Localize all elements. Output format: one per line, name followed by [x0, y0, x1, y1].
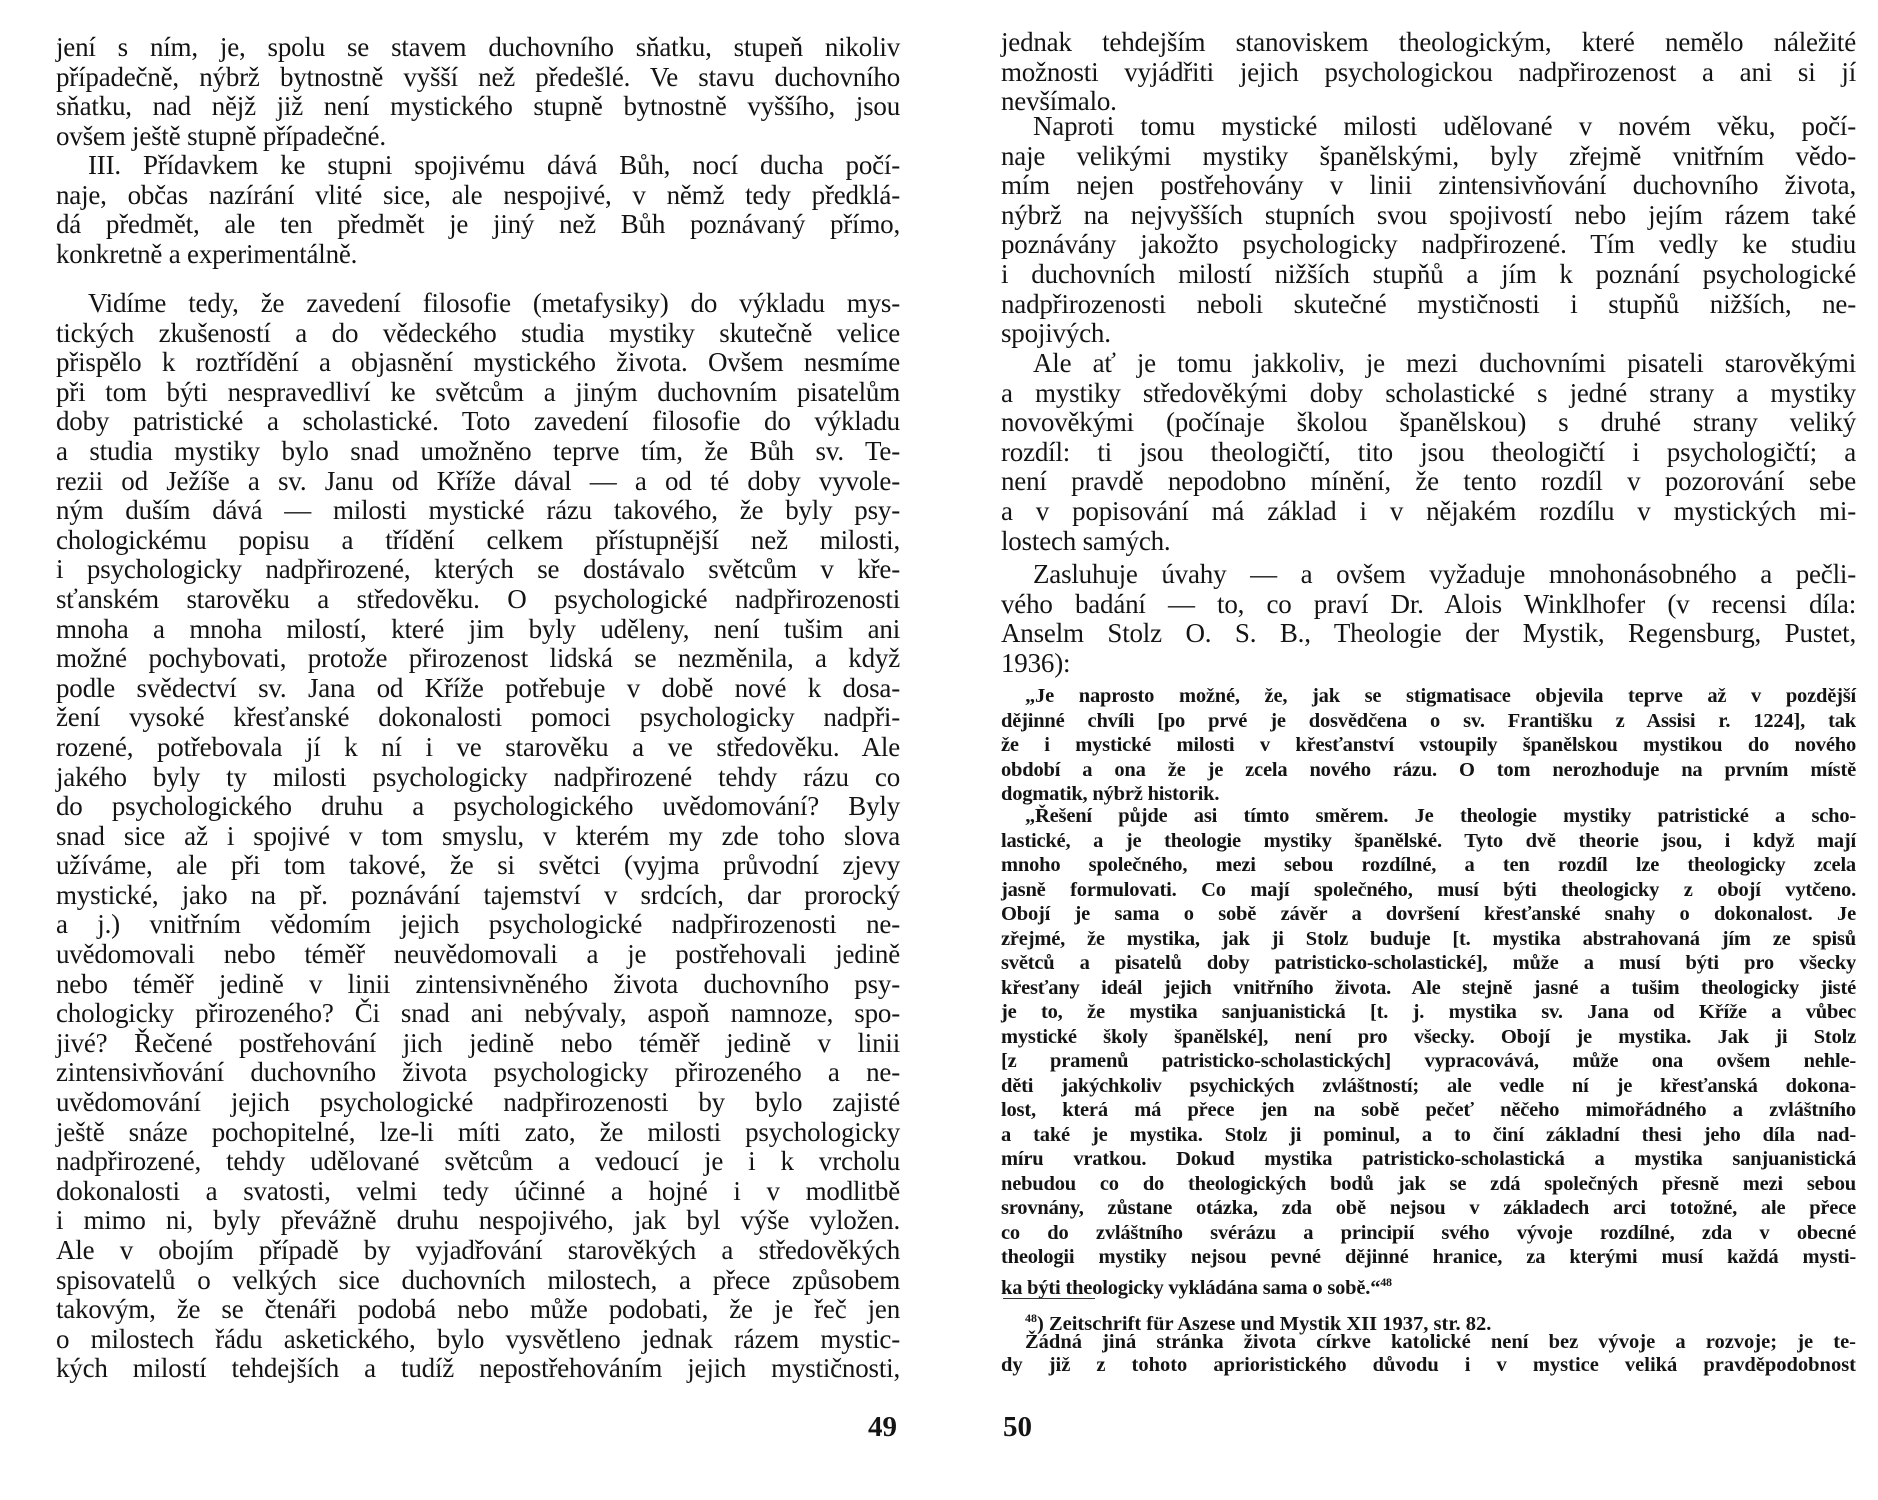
text-line-content: nevšímalo. [1001, 86, 1117, 117]
text-line [56, 1029, 900, 1059]
text-line [1001, 349, 1856, 379]
block-quote-paragraph [1001, 804, 1856, 1299]
text-line-content: chologicky přirozeného? Či snad ani nebývaly, aspoň namnoze, spo- [56, 998, 900, 1029]
text-line-content: dokonalosti a svatosti, velmi tedy účinné a hojné i v modlitbě [56, 1175, 900, 1206]
text-line [1001, 28, 1856, 58]
text-line-content: Ale ať je tomu jakkoliv, je mezi duchovními pisateli starověkými [1033, 348, 1856, 378]
text-line [1001, 1049, 1856, 1074]
text-line [1001, 684, 1856, 709]
text-line [1001, 1270, 1856, 1299]
text-line-content: a také je mystika. Stolz ji pominul, a to činí základní thesi jeho díla nad- [1001, 1123, 1856, 1146]
text-line [1001, 951, 1856, 976]
text-line-content: Naproti tomu mystické milosti udělované v novém věku, počí- [1033, 111, 1856, 141]
text-line [1001, 1000, 1856, 1025]
text-line [56, 970, 900, 1000]
text-line-content: lost, která má přece jen na sobě pečeť něčeho mimořádného a zvláštního [1001, 1099, 1856, 1121]
text-line [56, 1354, 900, 1384]
text-line [1001, 1221, 1856, 1246]
text-line-content: období a ona že je zcela nového rázu. O tom nerozhoduje na prvním místě [1001, 758, 1856, 781]
text-line [1001, 112, 1856, 142]
text-line-content: i mimo ni, byly převážně druhu nespojivého, jak byl výše vyložen. [56, 1205, 900, 1236]
text-line-content: zintensivňování duchovního života psychologicky přirozeného a ne- [56, 1057, 900, 1088]
text-line-content: sťanském starověku a středověku. O psychologické nadpřirozenosti [56, 583, 900, 614]
text-line [56, 1325, 900, 1355]
text-line-content: mím nejen postřehovány v linii zintensivňování duchovního života, [1001, 170, 1856, 201]
text-line-content: žení vysoké křesťanské dokonalosti pomoci psychologicky nadpři- [56, 702, 900, 733]
text-line [1001, 1098, 1856, 1123]
text-line [56, 999, 900, 1029]
text-line-content: do psychologického druhu a psychologického uvědomování? Byly [56, 791, 900, 822]
text-line-content: „Řešení půjde asi tímto směrem. Je theologie mystiky patristické a scho- [1025, 805, 1856, 827]
text-line-content: užíváme, ale při tom takové, že si světci (vyjma průvodní zjevy [56, 850, 900, 881]
text-line [56, 1147, 900, 1177]
text-line-content: dogmatik, nýbrž historik. [1001, 783, 1220, 805]
text-line-content: chologickému popisu a třídění celkem přístupnější než milosti, [56, 524, 900, 555]
text-line [1001, 1196, 1856, 1221]
text-line-content: III. Přídavkem ke stupni spojivému dává Bůh, nocí ducha počí- [88, 150, 900, 180]
text-line [56, 1177, 900, 1207]
text-line-content: světců a pisatelů doby patristicko-scholastické], může a musí býti pro všecky [1001, 952, 1856, 974]
text-line-content: podle svědectví sv. Jana od Kříže potřebuje v době nové k dosa- [56, 672, 900, 703]
paragraph [56, 289, 900, 1384]
text-line [56, 122, 900, 152]
text-line [56, 851, 900, 881]
paragraph [56, 151, 900, 269]
text-line [56, 181, 900, 211]
text-line [56, 289, 900, 319]
block-quote-paragraph [1001, 684, 1856, 807]
text-line-content: o milostech řádu asketického, bylo vysvětleno jednak rázem mystic- [56, 1323, 900, 1354]
paragraph [1001, 112, 1856, 349]
text-line [1001, 758, 1856, 783]
text-line-content: zřejmé, že mystika, jak ji Stolz buduje [t. mystika abstrahovaná jím ze spisů [1001, 927, 1856, 950]
text-line [56, 348, 900, 378]
text-line-content: Obojí je sama o sobě závěr a dovršení křesťanské snahy o dokonalost. Je [1001, 903, 1856, 925]
text-line-content: děti jakýchkoliv psychických zvláštností; ale vedle ní je křesťanská dokona- [1001, 1074, 1856, 1097]
text-line-content: lostech samých. [1001, 525, 1171, 556]
text-line-content: přispělo k roztřídění a objasnění mystického života. Ovšem nesmíme [56, 347, 900, 378]
text-line [56, 1118, 900, 1148]
footnote-divider [1003, 1298, 1095, 1299]
text-line [1001, 379, 1856, 409]
text-line-content: co do zvláštního svérázu a principií svého vývoje rozdílné, zda v obecné [1001, 1221, 1856, 1244]
text-line [1001, 408, 1856, 438]
text-line [56, 437, 900, 467]
text-line-content: jení s ním, je, spolu se stavem duchovního sňatku, stupeň nikoliv [56, 32, 900, 62]
text-line [1001, 497, 1856, 527]
text-line [56, 615, 900, 645]
text-line [56, 792, 900, 822]
text-line [56, 63, 900, 93]
text-line [56, 555, 900, 585]
text-line-content: [z pramenů patristicko-scholastických] vypracovává, může ona ovšem nehle- [1001, 1050, 1856, 1072]
text-line [1001, 1354, 1856, 1377]
text-line-content: že i mystické milosti v křesťanství vstoupily španělskou mystikou do nového [1001, 734, 1856, 756]
paragraph [1001, 28, 1856, 117]
text-line-content: jivé? Řečené postřehování jich jedině nebo téměř jedině v linii [56, 1027, 900, 1058]
text-line-content: Zasluhuje úvahy — a ovšem vyžaduje mnohonásobného a pečli- [1033, 559, 1856, 589]
text-line [1001, 290, 1856, 320]
paragraph [56, 33, 900, 151]
paragraph [1001, 1331, 1856, 1376]
text-line-content: i duchovních milostí nižších stupňů a jím k poznání psychologické [1001, 258, 1856, 289]
text-line [56, 940, 900, 970]
text-line-content: nebo téměř jedině v linii zintensivněného života duchovního psy- [56, 968, 900, 999]
text-line-content: naje velikými mystiky španělskými, byly zřejmě vnitřním vědo- [1001, 140, 1856, 171]
text-line-content: novověkými (počínaje školou španělskou) s druhé strany veliký [1001, 407, 1856, 438]
text-line [56, 240, 900, 270]
right-page [939, 0, 1878, 1500]
text-line-content: konkretně a experimentálně. [56, 238, 358, 269]
text-line-content: Anselm Stolz O. S. B., Theologie der Mystik, Regensburg, Pustet, [1001, 618, 1856, 649]
text-line [56, 763, 900, 793]
text-line-content: rozdíl: ti jsou theologičtí, tito jsou theologičtí i psychologičtí; a [1001, 436, 1856, 467]
text-line [56, 210, 900, 240]
text-line [56, 33, 900, 63]
text-line [1001, 1025, 1856, 1050]
text-line-content: spojivých. [1001, 318, 1111, 349]
text-line-content: dějinné chvíli [po prvé je dosvědčena o sv. Františku z Assisi r. 1224], tak [1001, 709, 1856, 732]
text-line [56, 496, 900, 526]
text-line-content: ka býti theologicky vykládána sama o sobě.“ [1001, 1276, 1381, 1299]
text-line-content: mystické, jako na př. poznávání tajemství v srdcích, dar prorocký [56, 879, 900, 910]
text-line-content: uvědomování jejich psychologické nadpřirozenosti by bylo zajisté [56, 1087, 900, 1118]
footnote-reference: 48 [1380, 1274, 1392, 1289]
text-line [56, 467, 900, 497]
paragraph [1001, 349, 1856, 556]
text-line-content: dy již z tohoto aprioristického důvodu i v mystice veliká pravděpodobnost [1001, 1353, 1856, 1376]
text-line [1001, 804, 1856, 829]
paragraph [1001, 560, 1856, 678]
page-number: 49 [868, 1411, 897, 1443]
text-line-content: 1936): [1001, 647, 1071, 678]
text-line [1001, 878, 1856, 903]
text-line-content: tických zkušeností a do vědeckého studia mystiky skutečně velice [56, 317, 900, 348]
text-line [1001, 709, 1856, 734]
text-line [56, 733, 900, 763]
text-line [1001, 1172, 1856, 1197]
text-line-content: a studia mystiky bylo snad umožněno teprve tím, že Bůh sv. Te- [56, 435, 900, 466]
text-line-content: nebudou co do theologických bodů jak se zdá společných přesně mezi sebou [1001, 1172, 1856, 1195]
text-line-content: poznávány jakožto psychologicky nadpřirozené. Tím vedly ke studiu [1001, 229, 1856, 260]
text-line [1001, 619, 1856, 649]
page-number: 50 [1003, 1411, 1032, 1443]
text-line [56, 407, 900, 437]
text-line-content: ještě snáze pochopitelné, lze-li míti zato, že milosti psychologicky [56, 1116, 900, 1147]
text-line [56, 703, 900, 733]
text-line [56, 881, 900, 911]
footnote-text: ) Zeitschrift für Aszese und Mystik XII 1937, str. 82. [1037, 1313, 1492, 1335]
text-line-content: jasně formulovati. Co mají společného, musí býti theologicky z obojí vytčeno. [1001, 878, 1856, 901]
text-line-content: nadpřirozené, tehdy udělované světcům a vedoucí je i k vrcholu [56, 1146, 900, 1177]
text-line [56, 526, 900, 556]
text-line-content: snad sice až i spojivé v tom smyslu, v kterém my zde toho slova [56, 820, 900, 851]
text-line [1001, 319, 1856, 349]
text-line [1001, 590, 1856, 620]
footnote [1001, 1307, 1856, 1335]
text-line [1001, 782, 1856, 807]
text-line [56, 1266, 900, 1296]
text-line [1001, 58, 1856, 88]
text-line [1001, 1123, 1856, 1148]
text-line [1001, 230, 1856, 260]
text-line-content: sňatku, nad nějž již není mystického stupně bytnostně vyššího, jsou [56, 91, 900, 122]
text-line [1001, 467, 1856, 497]
text-line [1001, 649, 1856, 679]
text-line [1001, 260, 1856, 290]
text-line-content: naje, občas nazírání vlité sice, ale nespojivé, v němž tedy předklá- [56, 179, 900, 210]
text-line [1001, 733, 1856, 758]
text-line-content: křesťany ideál jejich vnitřního života. Ale stejně jasné a tušim theologicky jisté [1001, 976, 1856, 999]
text-line-content: rozené, potřebovala jí k ní i ve starověku a ve středověku. Ale [56, 731, 900, 762]
text-line-content: i psychologicky nadpřirozené, kterých se dostávalo světcům v kře- [56, 554, 900, 585]
text-line-content: dá předmět, ale ten předmět je jiný než Bůh poznávaný přímo, [56, 209, 900, 240]
text-line [1001, 1074, 1856, 1099]
text-line-content: takovým, že se čtenáři podobá nebo může podobati, že je řeč jen [56, 1294, 900, 1325]
text-line-content: a j.) vnitřním vědomím jejich psychologické nadpřirozenosti ne- [56, 909, 900, 940]
text-line-content: mnoha a mnoha milostí, které jim byly uděleny, není tušim ani [56, 613, 900, 644]
text-line [1001, 829, 1856, 854]
text-line-content: spisovatelů o velkých sice duchovních milostech, a přece způsobem [56, 1264, 900, 1295]
text-line-content: Žádná jiná stránka života církve katolické není bez vývoje a rozvoje; je te- [1025, 1331, 1856, 1353]
text-line [56, 910, 900, 940]
text-line-content: Vidíme tedy, že zavedení filosofie (metafysiky) do výkladu mys- [88, 288, 900, 318]
text-line-content: ovšem ještě stupně případečné. [56, 120, 386, 151]
text-line-content: mnoho společného, mezi sebou rozdílné, a ten rozdíl lze theologicky zcela [1001, 854, 1856, 876]
text-line [1001, 1331, 1856, 1354]
text-line-content: při tom býti nespravedliví ke světcům a jiným duchovním pisatelům [56, 376, 900, 407]
text-line-content: a v popisování má základ i v nějakém rozdílu v mystických mi- [1001, 495, 1856, 526]
text-line-content: kých milostí tehdejších a tudíž nepostřehováním jejich mystičnosti, [56, 1353, 900, 1384]
text-line-content: uvědomovali nebo téměř neuvědomovali a je postřehovali jedině [56, 939, 900, 970]
text-line-content: mystické školy španělské], není pro všecky. Obojí je mystika. Jak ji Stolz [1001, 1025, 1856, 1048]
text-line [1001, 1245, 1856, 1270]
text-line [1001, 902, 1856, 927]
text-line [56, 319, 900, 349]
text-line-content: Ale v obojím případě by vyjadřování starověkých a středověkých [56, 1235, 900, 1265]
text-line [1001, 927, 1856, 952]
text-line [56, 151, 900, 181]
text-line-content: „Je naprosto možné, že, jak se stigmatisace objevila teprve až v pozdější [1025, 685, 1856, 707]
footnote-marker: 48 [1025, 1311, 1037, 1325]
text-line [56, 585, 900, 615]
text-line-content: theologii mystiky nejsou pevné dějinné hranice, za kterými musí každá mysti- [1001, 1246, 1856, 1268]
text-line-content: míru vratkou. Dokud mystika patristicko-scholastická a mystika sanjuanistická [1001, 1148, 1856, 1170]
text-line [56, 1236, 900, 1266]
text-line-content: možnosti vyjádřiti jejich psychologickou nadpřirozenost a ani si jí [1001, 56, 1856, 87]
text-line [1001, 976, 1856, 1001]
text-line [1001, 171, 1856, 201]
text-line-content: ným duším dává — milosti mystické rázu takového, že byly psy- [56, 495, 900, 526]
text-line-content: srovnány, zůstane otázka, zda obě nejsou v základech arci totožné, ale přece [1001, 1197, 1856, 1219]
text-line-content: možné pochybovati, protože přirozenost lidská se nezměnila, a když [56, 643, 900, 674]
text-line [56, 378, 900, 408]
text-line [56, 822, 900, 852]
text-line [1001, 1147, 1856, 1172]
text-line [1001, 201, 1856, 231]
text-line [56, 1295, 900, 1325]
text-line [1001, 853, 1856, 878]
text-line-content: a mystiky středověkými doby scholastické s jedné strany a mystiky [1001, 377, 1856, 408]
text-line-content: lastické, a je theologie mystiky španělské. Tyto dvě theorie jsou, i když mají [1001, 829, 1856, 852]
text-line [1001, 560, 1856, 590]
text-line-content: doby patristické a scholastické. Toto zavedení filosofie do výkladu [56, 406, 900, 437]
text-line-content: jednak tehdejším stanoviskem theologickým, které nemělo náležité [1001, 27, 1856, 57]
text-line-content: jakého byly ty milosti psychologicky nadpřirozené tehdy rázu co [56, 761, 900, 792]
text-line [56, 644, 900, 674]
footnote-line [1001, 1307, 1856, 1335]
text-line [1001, 438, 1856, 468]
text-line-content: případečně, nýbrž bytnostně vyšší než předešlé. Ve stavu duchovního [56, 61, 900, 92]
text-line [56, 1058, 900, 1088]
text-line [56, 674, 900, 704]
text-line [1001, 527, 1856, 557]
text-line-content: nadpřirozenosti neboli skutečné mystičnosti i stupňů nižších, ne- [1001, 288, 1856, 319]
text-line-content: nýbrž na nejvyšších stupních svou spojivostí nebo jejím rázem také [1001, 199, 1856, 230]
text-line-content: vého badání — to, co praví Dr. Alois Winklhofer (v recensi díla: [1001, 588, 1856, 619]
text-line-content: je to, že mystika sanjuanistická [t. j. mystika sv. Jana od Kříže a vůbec [1001, 1001, 1856, 1023]
text-line [56, 1206, 900, 1236]
text-line [56, 92, 900, 122]
text-line [56, 1088, 900, 1118]
text-line-content: rezii od Ježíše a sv. Janu od Kříže dával — a od té doby vyvole- [56, 465, 900, 496]
text-line [1001, 142, 1856, 172]
text-line-content: není pravdě nepodobno mínění, že tento rozdíl v pozorování sebe [1001, 466, 1856, 497]
